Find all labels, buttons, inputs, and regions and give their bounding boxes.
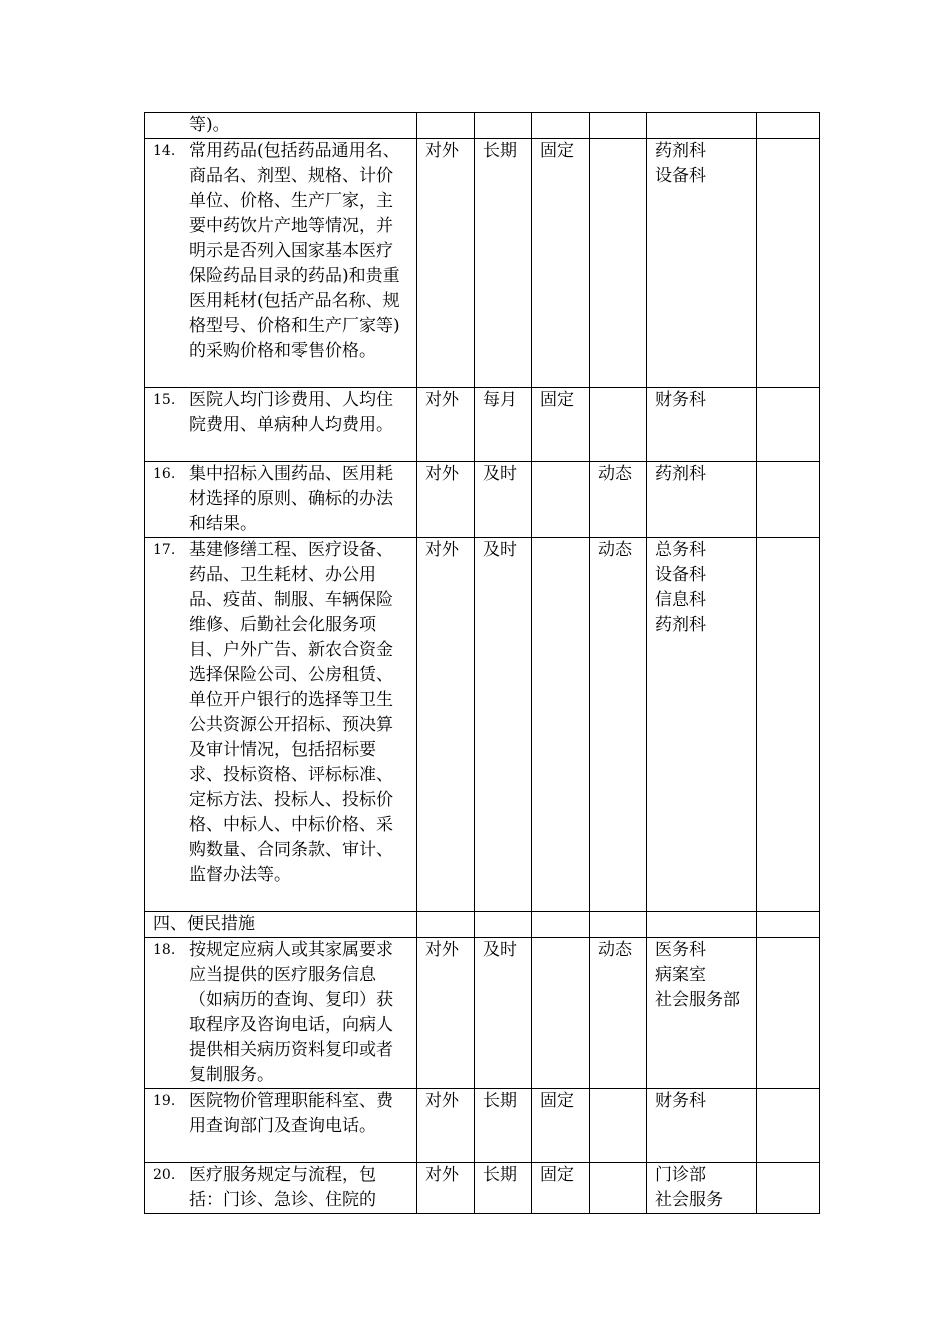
content-text: 医院物价管理职能科室、费用查询部门及查询电话。 <box>189 1091 393 1136</box>
dept-cell <box>647 139 757 388</box>
fixed-cell: 固定 <box>532 139 590 388</box>
content-cell <box>145 1089 417 1163</box>
content-text: 等)。 <box>189 115 230 135</box>
content-cell <box>145 938 417 1089</box>
dynamic-cell: 动态 <box>590 462 647 538</box>
dept-cell <box>647 388 757 462</box>
fixed-cell <box>532 538 590 912</box>
table-row <box>145 139 820 388</box>
dept-cell <box>647 1089 757 1163</box>
dynamic-cell <box>590 388 647 462</box>
table-row <box>145 388 820 462</box>
scope-cell: 对外 <box>417 938 475 1089</box>
period-cell: 长期 <box>475 1163 532 1214</box>
dept-name: 设备科 <box>655 565 706 585</box>
content-text: 常用药品(包括药品通用名、商品名、剂型、规格、计价单位、价格、生产厂家，主要中药饮片产地等情况，并明示是否列入国家基本医疗保险药品目录的药品)和贵重医用耗材(包括产品名称、规格型号、价格和生产厂家等)的采购价格和零售价格。 <box>189 141 400 361</box>
period-cell: 及时 <box>475 462 532 538</box>
dept-name: 药剂科 <box>655 615 706 635</box>
dept-name: 药剂科 <box>655 464 706 484</box>
period-cell: 及时 <box>475 538 532 912</box>
dept-cell <box>647 1163 757 1214</box>
item-number: 14. <box>153 143 176 159</box>
period-cell: 长期 <box>475 1089 532 1163</box>
dept-cell <box>647 538 757 912</box>
fixed-cell <box>532 938 590 1089</box>
item-number: 19. <box>153 1093 176 1109</box>
fixed-cell: 固定 <box>532 388 590 462</box>
disclosure-table <box>144 112 820 1214</box>
content-text: 医院人均门诊费用、人均住院费用、单病种人均费用。 <box>189 390 393 435</box>
dept-name: 信息科 <box>655 590 706 610</box>
content-cell <box>145 538 417 912</box>
dept-name: 设备科 <box>655 166 706 186</box>
dynamic-cell <box>590 139 647 388</box>
period-cell: 每月 <box>475 388 532 462</box>
content-text: 医疗服务规定与流程，包括：门诊、急诊、住院的 <box>189 1165 376 1210</box>
item-number: 20. <box>153 1167 176 1183</box>
table-row <box>145 462 820 538</box>
content-cell <box>145 139 417 388</box>
scope-cell: 对外 <box>417 1089 475 1163</box>
table-row <box>145 1089 820 1163</box>
section-heading: 四、便民措施 <box>145 912 417 938</box>
period-cell: 及时 <box>475 938 532 1089</box>
table-row <box>145 1163 820 1214</box>
dept-name: 财务科 <box>655 1091 706 1111</box>
period-cell: 长期 <box>475 139 532 388</box>
table-row <box>145 938 820 1089</box>
dynamic-cell <box>590 1089 647 1163</box>
fixed-cell <box>532 462 590 538</box>
section-row <box>145 912 820 938</box>
scope-cell: 对外 <box>417 462 475 538</box>
dept-name: 财务科 <box>655 390 706 410</box>
item-number: 17. <box>153 542 176 558</box>
table-row <box>145 113 820 139</box>
content-cell <box>145 388 417 462</box>
item-number: 15. <box>153 392 176 408</box>
scope-cell: 对外 <box>417 388 475 462</box>
dept-name: 医务科 <box>655 940 706 960</box>
dept-cell <box>647 938 757 1089</box>
dynamic-cell <box>590 1163 647 1214</box>
content-text: 按规定应病人或其家属要求应当提供的医疗服务信息（如病历的查询、复印）获取程序及咨询电话，向病人提供相关病历资料复印或者复制服务。 <box>189 940 393 1085</box>
table-row <box>145 538 820 912</box>
dynamic-cell: 动态 <box>590 938 647 1089</box>
dept-cell <box>647 462 757 538</box>
dynamic-cell: 动态 <box>590 538 647 912</box>
scope-cell: 对外 <box>417 139 475 388</box>
content-text: 基建修缮工程、医疗设备、药品、卫生耗材、办公用品、疫苗、制服、车辆保险维修、后勤社会化服务项目、户外广告、新农合资金选择保险公司、公房租赁、单位开户银行的选择等卫生公共资源公开招标、预决算及审计情况，包括招标要求、投标资格、评标标准、定标方法、投标人、投标价格、中标人、中标价格、采购数量、合同条款、审计、监督办法等。 <box>189 540 393 885</box>
fixed-cell: 固定 <box>532 1089 590 1163</box>
dept-name: 总务科 <box>655 540 706 560</box>
dept-name: 药剂科 <box>655 141 706 161</box>
content-cell <box>145 113 417 139</box>
scope-cell: 对外 <box>417 538 475 912</box>
fixed-cell: 固定 <box>532 1163 590 1214</box>
item-number: 16. <box>153 466 176 482</box>
dept-name: 病案室 <box>655 965 706 985</box>
dept-name: 社会服务 <box>655 1190 723 1210</box>
content-cell <box>145 1163 417 1214</box>
dept-name: 门诊部 <box>655 1165 706 1185</box>
item-number: 18. <box>153 942 176 958</box>
content-cell <box>145 462 417 538</box>
scope-cell: 对外 <box>417 1163 475 1214</box>
dept-name: 社会服务部 <box>655 990 740 1010</box>
content-text: 集中招标入围药品、医用耗材选择的原则、确标的办法和结果。 <box>189 464 393 534</box>
